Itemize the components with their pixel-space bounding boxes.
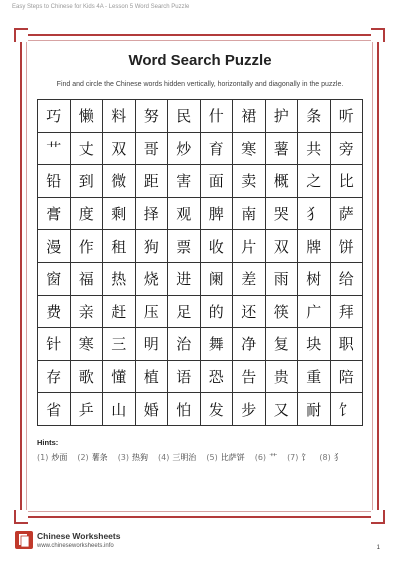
grid-cell[interactable]: 民 <box>168 100 201 133</box>
grid-cell[interactable]: 婚 <box>136 393 169 426</box>
grid-cell[interactable]: 南 <box>233 198 266 231</box>
grid-cell[interactable]: 山 <box>103 393 136 426</box>
grid-cell[interactable]: 窗 <box>38 263 71 296</box>
grid-cell[interactable]: 炒 <box>168 133 201 166</box>
hint-item <box>118 452 148 463</box>
grid-cell[interactable]: 树 <box>298 263 331 296</box>
grid-cell[interactable]: 票 <box>168 230 201 263</box>
grid-cell[interactable]: 植 <box>136 361 169 394</box>
grid-cell[interactable]: 萨 <box>331 198 364 231</box>
grid-cell[interactable]: 省 <box>38 393 71 426</box>
hint-number: (7) <box>287 453 299 462</box>
hint-text: 饣 <box>301 453 310 462</box>
hint-number: (4) <box>158 453 170 462</box>
grid-cell[interactable]: 概 <box>266 165 299 198</box>
grid-cell[interactable]: 职 <box>331 328 364 361</box>
frame-corner <box>371 28 385 42</box>
grid-cell[interactable]: 存 <box>38 361 71 394</box>
grid-cell[interactable]: 收 <box>201 230 234 263</box>
grid-cell[interactable]: 巧 <box>38 100 71 133</box>
hint-number: (5) <box>206 453 218 462</box>
grid-cell[interactable]: 铅 <box>38 165 71 198</box>
grid-cell[interactable]: 足 <box>168 296 201 329</box>
grid-cell[interactable]: 舞 <box>201 328 234 361</box>
grid-cell[interactable]: 复 <box>266 328 299 361</box>
page-number: 1 <box>376 545 380 551</box>
grid-cell[interactable]: 压 <box>136 296 169 329</box>
grid-cell[interactable]: 乒 <box>71 393 104 426</box>
grid-cell[interactable]: 哥 <box>136 133 169 166</box>
hint-text: 比萨饼 <box>220 453 245 462</box>
grid-cell[interactable]: 裙 <box>233 100 266 133</box>
grid-cell[interactable]: 陪 <box>331 361 364 394</box>
grid-cell[interactable]: 艹 <box>38 133 71 166</box>
hint-number: (8) <box>319 453 331 462</box>
brand-name: Chinese Worksheets <box>37 531 121 541</box>
site-url: www.chineseworksheets.info <box>37 543 114 549</box>
grid-cell[interactable]: 费 <box>38 296 71 329</box>
grid-cell[interactable]: 懒 <box>71 100 104 133</box>
hint-text: 薯条 <box>91 453 108 462</box>
grid-cell[interactable]: 护 <box>266 100 299 133</box>
grid-cell[interactable]: 发 <box>201 393 234 426</box>
grid-cell[interactable]: 努 <box>136 100 169 133</box>
frame-corner <box>14 510 28 524</box>
hint-item <box>158 452 196 463</box>
grid-cell[interactable]: 距 <box>136 165 169 198</box>
grid-cell[interactable]: 治 <box>168 328 201 361</box>
grid-cell[interactable]: 脾 <box>201 198 234 231</box>
grid-cell[interactable]: 步 <box>233 393 266 426</box>
grid-cell[interactable]: 广 <box>298 296 331 329</box>
grid-cell[interactable]: 旁 <box>331 133 364 166</box>
grid-cell[interactable]: 拜 <box>331 296 364 329</box>
grid-cell[interactable]: 犭 <box>298 198 331 231</box>
hint-text: 炒面 <box>51 453 68 462</box>
hint-text: 艹 <box>269 453 278 462</box>
grid-cell[interactable]: 福 <box>71 263 104 296</box>
grid-cell[interactable]: 歌 <box>71 361 104 394</box>
grid-cell[interactable]: 害 <box>168 165 201 198</box>
frame-corner <box>371 510 385 524</box>
grid-cell[interactable]: 卖 <box>233 165 266 198</box>
frame-corner <box>14 28 28 42</box>
grid-cell[interactable]: 雨 <box>266 263 299 296</box>
logo-icon <box>14 530 34 550</box>
instructions: Find and circle the Chinese words hidden vertically, horizontally and diagonally in the puzzle. <box>56 81 344 88</box>
grid-cell[interactable]: 共 <box>298 133 331 166</box>
grid-cell[interactable]: 观 <box>168 198 201 231</box>
hint-text: 三明治 <box>172 453 197 462</box>
grid-cell[interactable]: 听 <box>331 100 364 133</box>
hint-item <box>37 452 67 463</box>
page-title: Word Search Puzzle <box>128 52 272 69</box>
hint-item <box>255 452 277 463</box>
grid-cell[interactable]: 的 <box>201 296 234 329</box>
grid-cell[interactable]: 膏 <box>38 198 71 231</box>
grid-cell[interactable]: 明 <box>136 328 169 361</box>
hint-item <box>319 452 341 463</box>
grid-cell[interactable]: 牌 <box>298 230 331 263</box>
grid-cell[interactable]: 净 <box>233 328 266 361</box>
grid-cell[interactable]: 还 <box>233 296 266 329</box>
grid-cell[interactable]: 贵 <box>266 361 299 394</box>
hint-text: 犭 <box>333 453 342 462</box>
grid-cell[interactable]: 育 <box>201 133 234 166</box>
grid-cell[interactable]: 重 <box>298 361 331 394</box>
grid-cell[interactable]: 条 <box>298 100 331 133</box>
grid-cell[interactable]: 哭 <box>266 198 299 231</box>
hint-text: 热狗 <box>132 453 149 462</box>
hints-list <box>37 452 357 463</box>
grid-cell[interactable]: 耐 <box>298 393 331 426</box>
grid-cell[interactable]: 择 <box>136 198 169 231</box>
grid-cell[interactable]: 料 <box>103 100 136 133</box>
grid-cell[interactable]: 差 <box>233 263 266 296</box>
grid-cell[interactable]: 双 <box>103 133 136 166</box>
grid-cell[interactable]: 针 <box>38 328 71 361</box>
grid-cell[interactable]: 漫 <box>38 230 71 263</box>
grid-cell[interactable]: 什 <box>201 100 234 133</box>
hint-number: (2) <box>77 453 89 462</box>
grid-cell[interactable]: 面 <box>201 165 234 198</box>
grid-cell[interactable]: 之 <box>298 165 331 198</box>
grid-cell[interactable]: 三 <box>103 328 136 361</box>
grid-cell[interactable]: 双 <box>266 230 299 263</box>
grid-cell[interactable]: 寒 <box>233 133 266 166</box>
grid-cell[interactable]: 恐 <box>201 361 234 394</box>
grid-cell[interactable]: 给 <box>331 263 364 296</box>
hints-label: Hints: <box>37 438 59 447</box>
grid-cell[interactable]: 筷 <box>266 296 299 329</box>
grid-cell[interactable]: 语 <box>168 361 201 394</box>
grid-cell[interactable]: 片 <box>233 230 266 263</box>
grid-cell[interactable]: 饼 <box>331 230 364 263</box>
grid-cell[interactable]: 度 <box>71 198 104 231</box>
grid-cell[interactable]: 寒 <box>71 328 104 361</box>
grid-cell[interactable]: 赶 <box>103 296 136 329</box>
grid-cell[interactable]: 怕 <box>168 393 201 426</box>
hint-number: (6) <box>254 453 267 462</box>
grid-cell[interactable]: 租 <box>103 230 136 263</box>
grid-cell[interactable]: 狗 <box>136 230 169 263</box>
grid-cell[interactable]: 进 <box>168 263 201 296</box>
grid-cell[interactable]: 阑 <box>201 263 234 296</box>
grid-cell[interactable]: 饣 <box>331 393 364 426</box>
hint-item <box>287 452 309 463</box>
word-search-grid <box>37 99 363 426</box>
hint-number: (1) <box>37 453 49 462</box>
grid-cell[interactable]: 又 <box>266 393 299 426</box>
grid-cell[interactable]: 作 <box>71 230 104 263</box>
grid-cell[interactable]: 烧 <box>136 263 169 296</box>
grid-cell[interactable]: 热 <box>103 263 136 296</box>
grid-cell[interactable]: 剩 <box>103 198 136 231</box>
grid-cell[interactable]: 懂 <box>103 361 136 394</box>
grid-cell[interactable]: 到 <box>71 165 104 198</box>
grid-cell[interactable]: 块 <box>298 328 331 361</box>
grid-cell[interactable]: 微 <box>103 165 136 198</box>
grid-cell[interactable]: 告 <box>233 361 266 394</box>
grid-cell[interactable]: 薯 <box>266 133 299 166</box>
hint-number: (3) <box>117 453 130 462</box>
grid-cell[interactable]: 亲 <box>71 296 104 329</box>
grid-cell[interactable]: 丈 <box>71 133 104 166</box>
page-header: Easy Steps to Chinese for Kids 4A - Lesson 5 Word Search Puzzle <box>12 4 190 10</box>
grid-cell[interactable]: 比 <box>331 165 364 198</box>
hint-item <box>206 452 244 463</box>
hint-item <box>77 452 107 463</box>
